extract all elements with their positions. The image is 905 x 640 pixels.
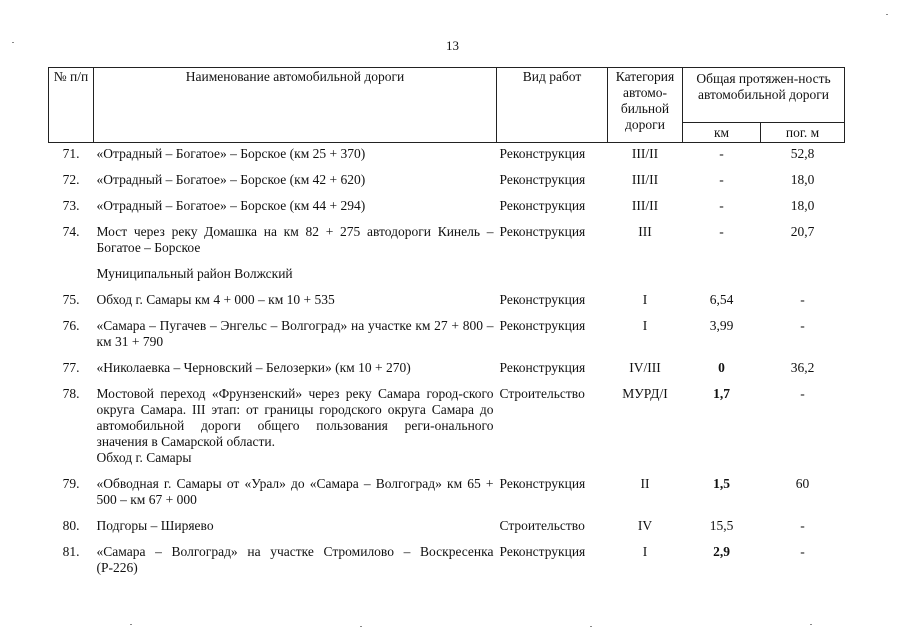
work-type: Реконструкция xyxy=(499,318,586,333)
length-km: - xyxy=(719,224,724,239)
road-name: Обход г. Самары км 4 + 000 – км 10 + 535 xyxy=(96,292,335,307)
work-type: Реконструкция xyxy=(499,198,586,213)
road-category: III xyxy=(638,224,652,239)
road-name: Мостовой переход «Фрунзенский» через реку Самара город-ского округа Самара. III этап: от границы городского округа Самара до автомобильной дороги общего пользования реги-онального значения в Самарской области. xyxy=(96,386,494,449)
length-pm: 36,2 xyxy=(790,360,815,375)
work-type: Реконструкция xyxy=(499,224,586,239)
section-heading: Обход г. Самары xyxy=(96,450,192,465)
road-name: «Самара – Волгоград» на участке Стромилово – Воскресенка (Р-226) xyxy=(96,544,494,575)
road-name: «Отрадный – Богатое» – Борское (км 25 + 370) xyxy=(96,146,366,161)
work-type: Реконструкция xyxy=(499,146,586,161)
table-row xyxy=(49,143,845,173)
length-km: - xyxy=(719,198,724,213)
work-type: Реконструкция xyxy=(499,360,586,375)
length-pm: - xyxy=(800,386,805,401)
length-pm: - xyxy=(800,292,805,307)
scan-speck xyxy=(810,624,812,625)
road-name-cell xyxy=(94,224,497,266)
length-pm: - xyxy=(800,318,805,333)
table-row xyxy=(49,476,845,518)
scan-speck xyxy=(590,626,592,627)
road-category: IV/III xyxy=(629,360,661,375)
road-name: «Обводная г. Самары от «Урал» до «Самара – Волгоград» км 65 + 500 – км 67 + 000 xyxy=(96,476,494,507)
section-row xyxy=(49,266,845,292)
section-heading: Муниципальный район Волжский xyxy=(96,266,293,281)
length-km: 15,5 xyxy=(709,518,734,533)
row-number: 75. xyxy=(62,292,80,307)
road-name: «Николаевка – Черновский – Белозерки» (км 10 + 270) xyxy=(96,360,411,375)
header-name: Наименование автомобильной дороги xyxy=(94,68,497,143)
road-name: «Самара – Пугачев – Энгельс – Волгоград» на участке км 27 + 800 – км 31 + 790 xyxy=(96,318,494,349)
work-type: Реконструкция xyxy=(499,476,586,491)
road-category: III/II xyxy=(631,172,659,187)
length-pm: 18,0 xyxy=(790,198,815,213)
table-body xyxy=(49,143,845,587)
row-number-empty xyxy=(49,266,94,292)
length-km: 2,9 xyxy=(713,544,730,559)
row-number: 79. xyxy=(62,476,80,491)
header-category: Категория автомо-бильной дороги xyxy=(608,68,683,143)
road-category: III/II xyxy=(631,146,659,161)
road-category: I xyxy=(642,544,648,559)
work-type: Реконструкция xyxy=(499,544,586,559)
row-number: 72. xyxy=(62,172,80,187)
road-name: Мост через реку Домашка на км 82 + 275 автодороги Кинель – Богатое – Борское xyxy=(96,224,494,255)
table-row xyxy=(49,224,845,266)
length-km: 3,99 xyxy=(709,318,734,333)
road-category: I xyxy=(642,292,648,307)
scan-speck xyxy=(130,624,132,625)
length-km: - xyxy=(719,172,724,187)
length-km: 6,54 xyxy=(709,292,734,307)
table-row xyxy=(49,292,845,318)
road-name: «Отрадный – Богатое» – Борское (км 44 + 294) xyxy=(96,198,366,213)
row-number: 77. xyxy=(62,360,80,375)
road-name-cell xyxy=(94,318,497,360)
length-pm: 18,0 xyxy=(790,172,815,187)
header-km: км xyxy=(683,123,761,143)
road-name-cell xyxy=(94,544,497,586)
scan-speck xyxy=(12,42,14,43)
road-name-cell xyxy=(94,172,497,198)
table-header xyxy=(49,68,845,143)
length-pm: - xyxy=(800,544,805,559)
road-name-cell xyxy=(94,143,497,173)
table-row xyxy=(49,318,845,360)
road-name-cell xyxy=(94,292,497,318)
length-pm: - xyxy=(800,518,805,533)
row-number: 81. xyxy=(62,544,80,559)
work-type: Строительство xyxy=(499,386,585,401)
work-type: Реконструкция xyxy=(499,172,586,187)
scan-speck xyxy=(360,626,362,627)
roads-table xyxy=(48,67,845,586)
road-category: МУРД/I xyxy=(622,386,668,401)
table-row xyxy=(49,360,845,386)
road-name-cell xyxy=(94,386,497,476)
road-name-cell xyxy=(94,518,497,544)
length-km: - xyxy=(719,146,724,161)
row-number: 71. xyxy=(62,146,80,161)
length-pm: 60 xyxy=(795,476,810,491)
road-category: II xyxy=(640,476,650,491)
table-row xyxy=(49,172,845,198)
road-name: Подгоры – Ширяево xyxy=(96,518,214,533)
road-category: IV xyxy=(637,518,653,533)
length-pm: 52,8 xyxy=(790,146,815,161)
length-km: 1,5 xyxy=(713,476,730,491)
row-number: 80. xyxy=(62,518,80,533)
scan-speck xyxy=(886,14,888,15)
row-number: 73. xyxy=(62,198,80,213)
table-row xyxy=(49,198,845,224)
row-number: 76. xyxy=(62,318,80,333)
length-km: 0 xyxy=(718,360,725,375)
header-pm: пог. м xyxy=(761,123,845,143)
length-km: 1,7 xyxy=(713,386,730,401)
table-row xyxy=(49,518,845,544)
header-length: Общая протяжен-ность автомобильной дороги xyxy=(683,68,845,123)
work-type: Реконструкция xyxy=(499,292,586,307)
length-pm: 20,7 xyxy=(790,224,815,239)
header-num: № п/п xyxy=(49,68,94,143)
header-work: Вид работ xyxy=(497,68,608,143)
road-name-cell xyxy=(94,476,497,518)
road-category: I xyxy=(642,318,648,333)
page-number: 13 xyxy=(446,38,459,53)
road-category: III/II xyxy=(631,198,659,213)
work-type: Строительство xyxy=(499,518,585,533)
table-row xyxy=(49,544,845,586)
row-number: 74. xyxy=(62,224,80,239)
row-number: 78. xyxy=(62,386,80,401)
road-name-cell xyxy=(94,198,497,224)
road-name-cell xyxy=(94,360,497,386)
table-row xyxy=(49,386,845,476)
road-name: «Отрадный – Богатое» – Борское (км 42 + 620) xyxy=(96,172,366,187)
